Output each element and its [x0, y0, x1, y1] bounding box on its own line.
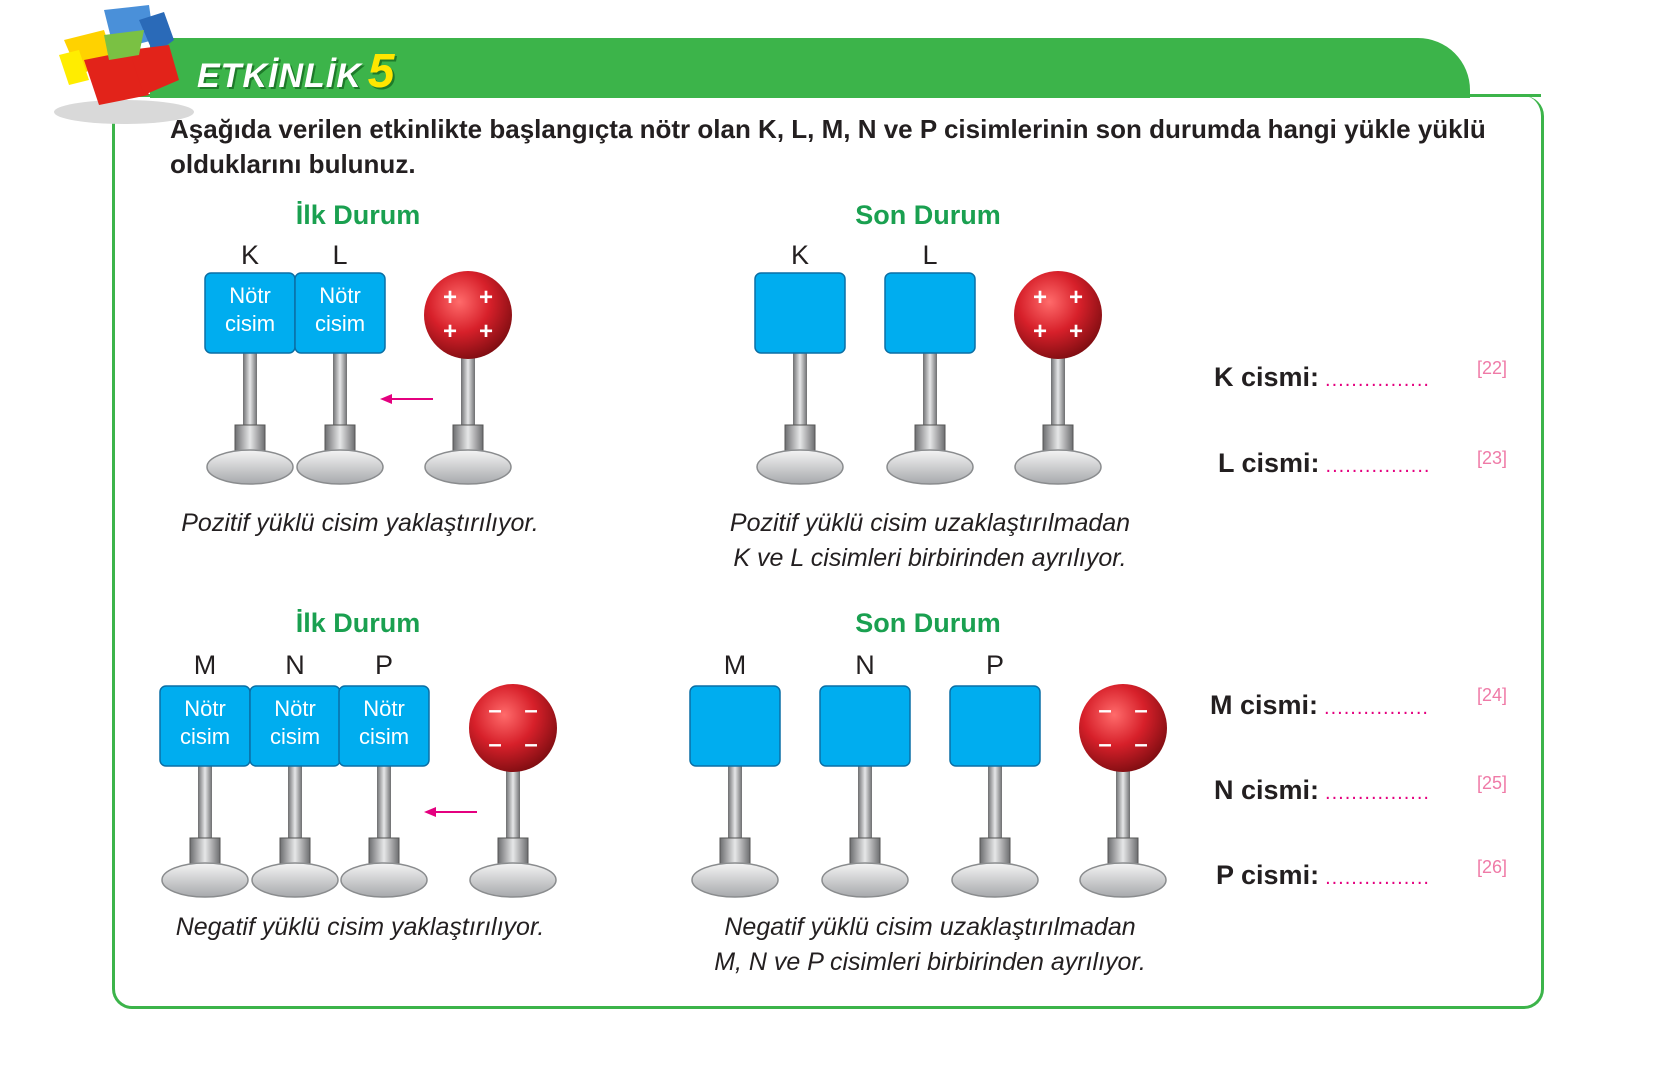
answer-n-ref: [25] — [1477, 773, 1508, 793]
block-l-final — [885, 273, 975, 353]
stand-n-initial-collar — [280, 838, 310, 864]
stand-l-final-collar — [915, 425, 945, 451]
answer-l-ref: [23] — [1477, 448, 1508, 468]
stand-n-initial-base — [252, 863, 338, 897]
sphere-s1-final-sign-1: + — [1032, 284, 1047, 311]
stand-l-initial-base — [297, 450, 383, 484]
answer-k-ref: [22] — [1477, 358, 1508, 378]
answer-m-ref: [24] — [1477, 685, 1508, 705]
sphere-s2-final-sign-2: – — [1134, 697, 1148, 724]
stand-m-final-collar — [720, 838, 750, 864]
block-p-initial-text-1: Nötr — [363, 696, 405, 721]
sphere-s1-initial-sign-3: + — [442, 318, 457, 345]
block-p-final — [950, 686, 1040, 766]
label-n-initial: N — [285, 650, 305, 680]
block-k-final — [755, 273, 845, 353]
stand-k-initial-rod — [243, 352, 257, 437]
activity-word: ETKİNLİK — [197, 57, 362, 95]
stand-n-final-collar — [850, 838, 880, 864]
block-n-initial-text-2: cisim — [269, 724, 321, 749]
sphere-s2-final-sign-4: – — [1134, 731, 1148, 758]
s1-final-caption-line1: Pozitif yüklü cisim uzaklaştırılmadan — [729, 509, 1131, 537]
stand-m-initial-base — [162, 863, 248, 897]
answer-l — [1218, 448, 1430, 479]
label-p-initial: P — [374, 650, 393, 680]
sphere-s1-final-sign-3: + — [1032, 318, 1047, 345]
block-m-final — [690, 686, 780, 766]
block-p-initial-text-2: cisim — [358, 724, 410, 749]
stand-p-initial-base — [341, 863, 427, 897]
stand-m-initial-rod — [198, 765, 212, 850]
instruction-text: Aşağıda verilen etkinlikte başlangıçta nötr olan K, L, M, N ve P cisimlerinin son durumda hangi yükle yüklü olduklarını bulunuz. — [170, 114, 1486, 179]
sphere-s1-final-sign-4: + — [1068, 318, 1083, 345]
s1-initial-heading: İlk Durum — [295, 200, 421, 230]
s1-final-caption-line2: K ve L cisimleri birbirinden ayrılıyor. — [733, 544, 1127, 572]
stand-sphere-s2-initial-collar — [498, 838, 528, 864]
stand-p-initial-collar — [369, 838, 399, 864]
answer-m-blank[interactable]: ................ — [1324, 697, 1429, 719]
arrow-s1-head — [380, 394, 392, 404]
stand-n-initial-rod — [288, 765, 302, 850]
stand-k-initial-collar — [235, 425, 265, 451]
sphere-s2-initial-sign-1: – — [488, 697, 502, 724]
sphere-s2-final-sign-1: – — [1098, 697, 1112, 724]
stand-m-final-base — [692, 863, 778, 897]
answer-p — [1216, 860, 1430, 891]
arrow-s2-head — [424, 807, 436, 817]
stand-k-final-collar — [785, 425, 815, 451]
s1-final-heading: Son Durum — [855, 200, 1001, 230]
label-l-initial: L — [332, 240, 348, 270]
stand-sphere-s2-final-base — [1080, 863, 1166, 897]
answer-k-label: K cismi: — [1214, 362, 1320, 392]
block-n-initial-text-1: Nötr — [274, 696, 316, 721]
answer-p-blank[interactable]: ................ — [1325, 867, 1430, 889]
stand-sphere-s1-final-base — [1015, 450, 1101, 484]
answer-m — [1210, 690, 1429, 721]
s2-initial-caption: Negatif yüklü cisim yaklaştırılıyor. — [175, 913, 545, 941]
stand-l-initial-rod — [333, 352, 347, 437]
s2-final-caption — [650, 910, 1210, 980]
stand-p-final-base — [952, 863, 1038, 897]
stand-l-final-base — [887, 450, 973, 484]
stand-k-final-rod — [793, 352, 807, 437]
sphere-s2-initial-sign-4: – — [524, 731, 538, 758]
stand-m-final-rod — [728, 765, 742, 850]
answer-p-label: P cismi: — [1216, 860, 1320, 890]
s2-final-heading: Son Durum — [855, 608, 1001, 638]
stand-k-final-base — [757, 450, 843, 484]
block-l-initial-text-2: cisim — [314, 311, 366, 336]
answer-m-label: M cismi: — [1210, 690, 1319, 720]
sphere-s1-initial-sign-4: + — [478, 318, 493, 345]
sphere-s1-final-sign-2: + — [1068, 284, 1083, 311]
stand-sphere-s2-initial-base — [470, 863, 556, 897]
label-p-final: P — [985, 650, 1004, 680]
block-m-initial-text-2: cisim — [179, 724, 231, 749]
stand-sphere-s1-initial-base — [425, 450, 511, 484]
sphere-s1-initial-sign-2: + — [478, 284, 493, 311]
answer-k — [1214, 362, 1430, 393]
label-m-final: M — [723, 650, 747, 680]
label-l-final: L — [922, 240, 938, 270]
s1-initial-caption: Pozitif yüklü cisim yaklaştırılıyor. — [181, 509, 539, 537]
answer-k-blank[interactable]: ................ — [1325, 369, 1430, 391]
answer-n-blank[interactable]: ................ — [1325, 782, 1430, 804]
label-n-final: N — [855, 650, 875, 680]
sphere-s1-initial-sign-1: + — [442, 284, 457, 311]
stand-m-initial-collar — [190, 838, 220, 864]
stand-sphere-s1-initial-collar — [453, 425, 483, 451]
activity-number: 5 — [367, 45, 395, 98]
stand-p-final-rod — [988, 765, 1002, 850]
s2-initial-heading: İlk Durum — [295, 608, 421, 638]
stand-p-initial-rod — [377, 765, 391, 850]
sphere-s2-initial-sign-2: – — [524, 697, 538, 724]
answer-l-blank[interactable]: ................ — [1325, 455, 1431, 477]
label-m-initial: M — [193, 650, 217, 680]
answer-n-label: N cismi: — [1214, 775, 1320, 805]
sphere-s2-initial-sign-3: – — [488, 731, 502, 758]
label-k-initial: K — [240, 240, 259, 270]
stand-sphere-s2-final-collar — [1108, 838, 1138, 864]
stand-l-initial-collar — [325, 425, 355, 451]
stand-n-final-rod — [858, 765, 872, 850]
block-m-initial-text-1: Nötr — [184, 696, 226, 721]
s2-final-caption-line2: M, N ve P cisimleri birbirinden ayrılıyor. — [714, 948, 1146, 976]
stand-k-initial-base — [207, 450, 293, 484]
answer-p-ref: [26] — [1477, 857, 1508, 877]
stand-sphere-s1-final-collar — [1043, 425, 1073, 451]
block-l-initial-text-1: Nötr — [319, 283, 361, 308]
block-k-initial-text-1: Nötr — [229, 283, 271, 308]
s2-final-caption-line1: Negatif yüklü cisim uzaklaştırılmadan — [724, 913, 1136, 941]
answer-n — [1214, 775, 1430, 806]
label-k-final: K — [790, 240, 809, 270]
stand-n-final-base — [822, 863, 908, 897]
answer-l-label: L cismi: — [1218, 448, 1320, 478]
stand-p-final-collar — [980, 838, 1010, 864]
sphere-s2-final-sign-3: – — [1098, 731, 1112, 758]
s1-final-caption — [650, 506, 1210, 576]
stand-l-final-rod — [923, 352, 937, 437]
block-n-final — [820, 686, 910, 766]
block-k-initial-text-2: cisim — [224, 311, 276, 336]
